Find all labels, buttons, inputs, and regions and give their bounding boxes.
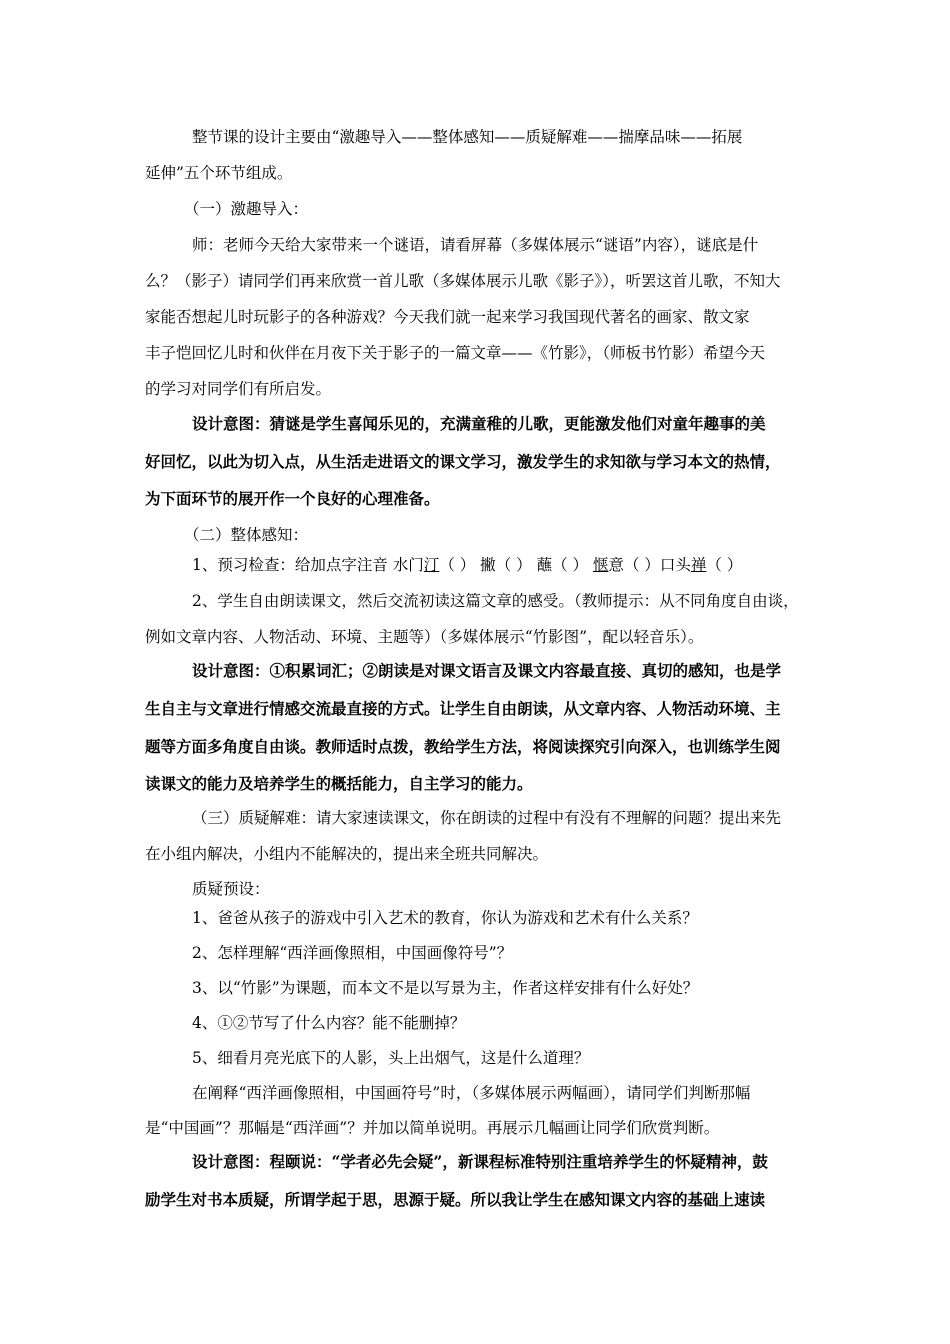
s2-intent-line-3: 题等方面多角度自由谈。教师适时点拨，教给学生方法，将阅读探究引向深入，也训练学生阅 — [145, 737, 781, 756]
s2-item-1-blank-3: （ ） — [552, 556, 593, 574]
s3-question-1: 1、爸爸从孩子的游戏中引入艺术的教育，你认为游戏和艺术有什么关系？ — [192, 909, 698, 927]
intro-line-2: 延伸”五个环节组成。 — [145, 164, 293, 182]
s1-intent-line-3: 为下面环节的展开作一个良好的心理准备。 — [145, 489, 440, 508]
s3-question-5: 5、细看月亮光底下的人影，头上出烟气，这是什么道理？ — [192, 1049, 590, 1067]
s2-item-2-line-1: 2、学生自由朗读课文，然后交流初读这篇文章的感受。（教师提示：从不同角度自由谈， — [192, 592, 799, 610]
s3-intent-line-2: 励学生对书本质疑，所谓学起于思，思源于疑。所以我让学生在感知课文内容的基础上速读 — [145, 1190, 766, 1209]
dotted-char-5: 禅 — [690, 556, 707, 574]
section-2-heading: （二）整体感知： — [184, 526, 309, 544]
s2-item-2-line-2: 例如文章内容、人物活动、环境、主题等）（多媒体展示“竹影图”，配以轻音乐）。 — [145, 628, 704, 646]
dotted-char-1: 汀 — [423, 556, 440, 574]
s1-body-line-5: 的学习对同学们有所启发。 — [145, 380, 332, 398]
s1-intent-line-1: 设计意图：猜谜是学生喜闻乐见的，充满童稚的儿歌，更能激发他们对童年趣事的美 — [192, 414, 766, 433]
dotted-char-3: 蘸 — [536, 556, 553, 574]
s2-item-1-blank-5: （ ） — [706, 556, 743, 574]
s2-item-1-prefix: 1、预习检查：给加点字注音 水门 — [192, 556, 424, 574]
s3-explain-line-2: 是“中国画”？那幅是“西洋画”？并加以简单说明。再展示几幅画让同学们欣赏判断。 — [145, 1119, 720, 1137]
section-1-heading: （一）激趣导入： — [184, 200, 309, 218]
s2-item-1 — [192, 555, 872, 575]
intro-line-1: 整节课的设计主要由“激趣导入——整体感知——质疑解难——揣摩品味——拓展 — [192, 128, 743, 146]
dotted-char-2: 撇 — [480, 556, 496, 574]
s3-body-line-2: 在小组内解决，小组内不能解决的，提出来全班共同解决。 — [145, 845, 549, 863]
s1-body-line-1: 师：老师今天给大家带来一个谜语，请看屏幕（多媒体展示“谜语”内容），谜底是什 — [192, 236, 759, 254]
s3-question-2: 2、怎样理解“西洋画像照相，中国画像符号”？ — [192, 944, 513, 962]
s3-body-line-1: （三）质疑解难：请大家速读课文，你在朗读的过程中有没有不理解的问题？提出来先 — [192, 809, 782, 827]
dotted-char-4: 惬 — [592, 556, 609, 574]
s1-intent-line-2: 好回忆，以此为切入点，从生活走进语文的课文学习，激发学生的求知欲与学习本文的热情， — [145, 452, 781, 471]
s1-body-line-4: 丰子恺回忆儿时和伙伴在月夜下关于影子的一篇文章——《竹影》，（师板书竹影）希望今天 — [145, 344, 766, 362]
s2-intent-line-2: 生自主与文章进行情感交流最直接的方式。让学生自由朗读，从文章内容、人物活动环境、主 — [145, 699, 781, 718]
s3-explain-line-1: 在阐释“西洋画像照相，中国画符号”时，（多媒体展示两幅画），请同学们判断那幅 — [192, 1084, 751, 1102]
s2-intent-line-1: 设计意图：①积累词汇；②朗读是对课文语言及课文内容最直接、真切的感知，也是学 — [192, 661, 782, 680]
s2-item-1-blank-4: 意（ ）口头 — [608, 556, 691, 574]
s2-intent-line-4: 读课文的能力及培养学生的概括能力，自主学习的能力。 — [145, 774, 533, 793]
s3-question-3: 3、以“竹影”为课题，而本文不是以写景为主，作者这样安排有什么好处？ — [192, 979, 699, 997]
s3-question-4: 4、①②节写了什么内容？能不能删掉？ — [192, 1014, 466, 1032]
s3-preset-label: 质疑预设： — [192, 880, 270, 898]
s3-intent-line-1: 设计意图：程颐说：“学者必先会疑”，新课程标准特别注重培养学生的怀疑精神，鼓 — [192, 1152, 768, 1171]
s1-body-line-2: 么？（影子）请同学们再来欣赏一首儿歌（多媒体展示儿歌《影子》），听罢这首儿歌，不知大 — [145, 272, 781, 290]
s2-item-1-blank-1: （ ） — [439, 556, 481, 574]
s1-body-line-3: 家能否想起儿时玩影子的各种游戏？今天我们就一起来学习我国现代著名的画家、散文家 — [145, 308, 750, 326]
s2-item-1-blank-2: （ ） — [495, 556, 537, 574]
